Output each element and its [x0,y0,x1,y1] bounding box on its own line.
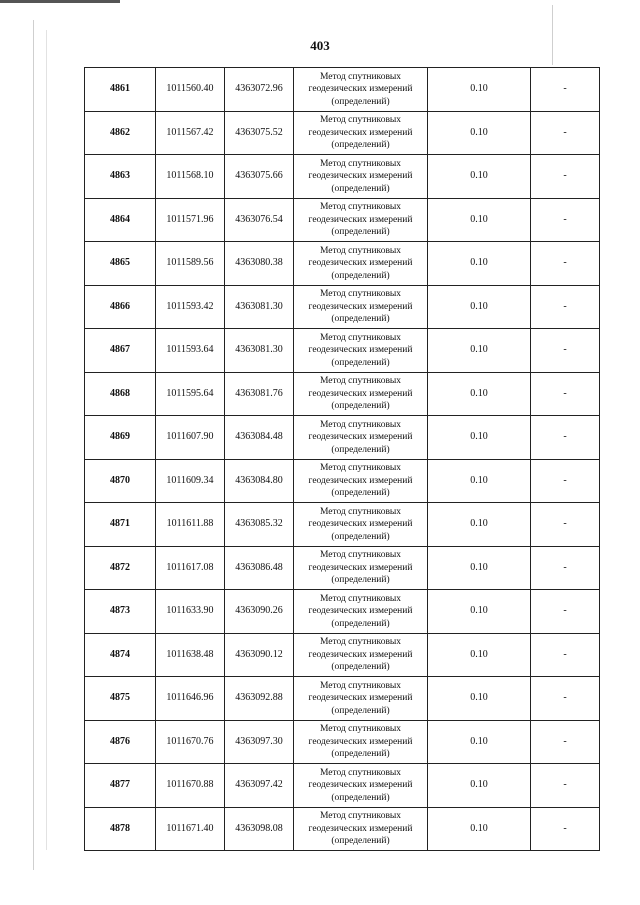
cell-method [294,720,428,764]
cell-method [294,503,428,547]
cell-x-coordinate: 1011568.10 [156,155,225,199]
cell-method [294,677,428,721]
method-line: (определений) [331,314,390,324]
cell-y-coordinate: 4363084.80 [225,459,294,503]
cell-accuracy: 0.10 [428,198,531,242]
table-row [85,807,600,851]
table-row [85,285,600,329]
cell-point-number: 4864 [85,198,156,242]
table-row [85,68,600,112]
cell-method [294,459,428,503]
cell-y-coordinate: 4363097.42 [225,764,294,808]
table-row [85,720,600,764]
method-line: геодезических измерений [308,606,413,616]
cell-method [294,155,428,199]
cell-accuracy: 0.10 [428,329,531,373]
method-line: (определений) [331,618,390,629]
method-line: Метод спутниковых [319,158,402,169]
scan-artifact [33,20,34,870]
cell-x-coordinate: 1011611.88 [156,503,225,547]
cell-point-number: 4869 [85,416,156,460]
cell-method [294,590,428,634]
cell-y-coordinate: 4363081.76 [225,372,294,416]
cell-note: - [531,590,600,634]
cell-x-coordinate: 1011595.64 [156,372,225,416]
cell-accuracy: 0.10 [428,416,531,460]
cell-point-number: 4867 [85,329,156,373]
cell-accuracy: 0.10 [428,764,531,808]
cell-y-coordinate: 4363086.48 [225,546,294,590]
scan-artifact [46,30,47,850]
cell-accuracy: 0.10 [428,590,531,634]
cell-point-number: 4877 [85,764,156,808]
cell-point-number: 4866 [85,285,156,329]
cell-note: - [531,633,600,677]
method-line: Метод спутниковых [319,419,402,430]
cell-y-coordinate: 4363090.26 [225,590,294,634]
cell-method [294,372,428,416]
cell-point-number: 4871 [85,503,156,547]
cell-note: - [531,546,600,590]
method-line: Метод спутниковых [319,245,402,256]
cell-x-coordinate: 1011633.90 [156,590,225,634]
table-row [85,198,600,242]
cell-note: - [531,111,600,155]
cell-y-coordinate: 4363085.32 [225,503,294,547]
method-line: геодезических измерений [308,519,413,529]
cell-method [294,633,428,677]
cell-point-number: 4863 [85,155,156,199]
method-line: Метод спутниковых [319,550,402,560]
cell-point-number: 4862 [85,111,156,155]
cell-accuracy: 0.10 [428,677,531,721]
cell-point-number: 4876 [85,720,156,764]
cell-accuracy: 0.10 [428,503,531,547]
method-line: (определений) [331,270,390,281]
method-line: Метод спутниковых [319,724,402,734]
cell-note: - [531,764,600,808]
method-line: (определений) [331,401,390,411]
table-row [85,372,600,416]
cell-accuracy: 0.10 [428,459,531,503]
method-line: геодезических измерений [308,171,413,181]
method-line: геодезических измерений [308,475,413,486]
coordinates-table [84,67,600,851]
cell-x-coordinate: 1011589.56 [156,242,225,286]
method-line: (определений) [331,575,390,585]
method-line: Метод спутниковых [319,376,402,386]
cell-point-number: 4872 [85,546,156,590]
method-line: (определений) [331,792,390,803]
method-line: Метод спутниковых [319,332,402,343]
method-line: геодезических измерений [308,84,413,94]
method-line: (определений) [331,488,390,498]
page-number: 403 [310,38,330,53]
cell-accuracy: 0.10 [428,807,531,851]
cell-note: - [531,720,600,764]
method-line: геодезических измерений [308,432,413,442]
cell-point-number: 4870 [85,459,156,503]
cell-x-coordinate: 1011670.76 [156,720,225,764]
scan-artifact [552,5,553,65]
cell-accuracy: 0.10 [428,68,531,112]
method-line: Метод спутниковых [319,202,402,212]
cell-note: - [531,677,600,721]
method-line: геодезических измерений [308,258,413,268]
method-line: (определений) [331,227,390,237]
table-row [85,329,600,373]
table-row [85,764,600,808]
cell-note: - [531,372,600,416]
cell-note: - [531,503,600,547]
cell-method [294,546,428,590]
cell-y-coordinate: 4363098.08 [225,807,294,851]
cell-method [294,242,428,286]
table-row [85,503,600,547]
method-line: геодезических измерений [308,736,413,747]
cell-point-number: 4874 [85,633,156,677]
cell-method [294,416,428,460]
table-row [85,155,600,199]
cell-x-coordinate: 1011617.08 [156,546,225,590]
method-line: геодезических измерений [308,301,413,312]
cell-accuracy: 0.10 [428,546,531,590]
cell-note: - [531,459,600,503]
cell-y-coordinate: 4363075.52 [225,111,294,155]
cell-y-coordinate: 4363084.48 [225,416,294,460]
cell-accuracy: 0.10 [428,155,531,199]
cell-accuracy: 0.10 [428,720,531,764]
table-row [85,590,600,634]
cell-x-coordinate: 1011571.96 [156,198,225,242]
table-row [85,633,600,677]
cell-x-coordinate: 1011593.42 [156,285,225,329]
method-line: Метод спутниковых [319,680,402,691]
method-line: (определений) [331,357,390,368]
method-line: (определений) [331,662,390,672]
cell-y-coordinate: 4363081.30 [225,285,294,329]
cell-x-coordinate: 1011646.96 [156,677,225,721]
cell-accuracy: 0.10 [428,285,531,329]
cell-x-coordinate: 1011560.40 [156,68,225,112]
method-line: геодезических измерений [308,214,413,225]
cell-x-coordinate: 1011607.90 [156,416,225,460]
method-line: геодезических измерений [308,693,413,703]
cell-point-number: 4875 [85,677,156,721]
method-line: (определений) [331,96,390,107]
table-row [85,459,600,503]
method-line: Метод спутниковых [319,463,402,473]
cell-y-coordinate: 4363081.30 [225,329,294,373]
cell-accuracy: 0.10 [428,111,531,155]
method-line: геодезических измерений [308,345,413,355]
method-line: Метод спутниковых [319,767,402,778]
cell-x-coordinate: 1011593.64 [156,329,225,373]
cell-x-coordinate: 1011670.88 [156,764,225,808]
method-line: (определений) [331,836,390,846]
cell-accuracy: 0.10 [428,242,531,286]
method-line: Метод спутниковых [319,506,402,517]
method-line: геодезических измерений [308,388,413,399]
cell-note: - [531,285,600,329]
method-line: (определений) [331,183,390,194]
cell-x-coordinate: 1011609.34 [156,459,225,503]
cell-y-coordinate: 4363097.30 [225,720,294,764]
cell-y-coordinate: 4363076.54 [225,198,294,242]
cell-y-coordinate: 4363072.96 [225,68,294,112]
table-row [85,546,600,590]
method-line: Метод спутниковых [319,115,402,125]
method-line: Метод спутниковых [319,593,402,604]
cell-note: - [531,416,600,460]
cell-point-number: 4861 [85,68,156,112]
cell-accuracy: 0.10 [428,372,531,416]
table-body [85,68,600,851]
table-row [85,111,600,155]
cell-point-number: 4868 [85,372,156,416]
cell-note: - [531,198,600,242]
method-line: (определений) [331,749,390,759]
cell-method [294,285,428,329]
cell-y-coordinate: 4363090.12 [225,633,294,677]
cell-note: - [531,155,600,199]
table-row [85,242,600,286]
cell-method [294,68,428,112]
method-line: (определений) [331,444,390,455]
method-line: (определений) [331,140,390,150]
method-line: геодезических измерений [308,127,413,138]
cell-point-number: 4873 [85,590,156,634]
cell-y-coordinate: 4363075.66 [225,155,294,199]
cell-method [294,198,428,242]
cell-note: - [531,242,600,286]
cell-y-coordinate: 4363080.38 [225,242,294,286]
method-line: (определений) [331,531,390,542]
cell-point-number: 4878 [85,807,156,851]
cell-y-coordinate: 4363092.88 [225,677,294,721]
method-line: Метод спутниковых [319,71,402,82]
table-row [85,677,600,721]
cell-method [294,111,428,155]
method-line: геодезических измерений [308,780,413,790]
cell-x-coordinate: 1011638.48 [156,633,225,677]
method-line: Метод спутниковых [319,811,402,821]
cell-x-coordinate: 1011567.42 [156,111,225,155]
cell-method [294,329,428,373]
cell-accuracy: 0.10 [428,633,531,677]
cell-method [294,764,428,808]
cell-point-number: 4865 [85,242,156,286]
cell-method [294,807,428,851]
method-line: Метод спутниковых [319,637,402,647]
method-line: Метод спутниковых [319,289,402,299]
method-line: геодезических измерений [308,823,413,834]
method-line: (определений) [331,705,390,716]
cell-note: - [531,329,600,373]
table-row [85,416,600,460]
method-line: геодезических измерений [308,562,413,573]
method-line: геодезических измерений [308,649,413,660]
cell-x-coordinate: 1011671.40 [156,807,225,851]
cell-note: - [531,68,600,112]
scan-artifact [0,0,120,3]
cell-note: - [531,807,600,851]
